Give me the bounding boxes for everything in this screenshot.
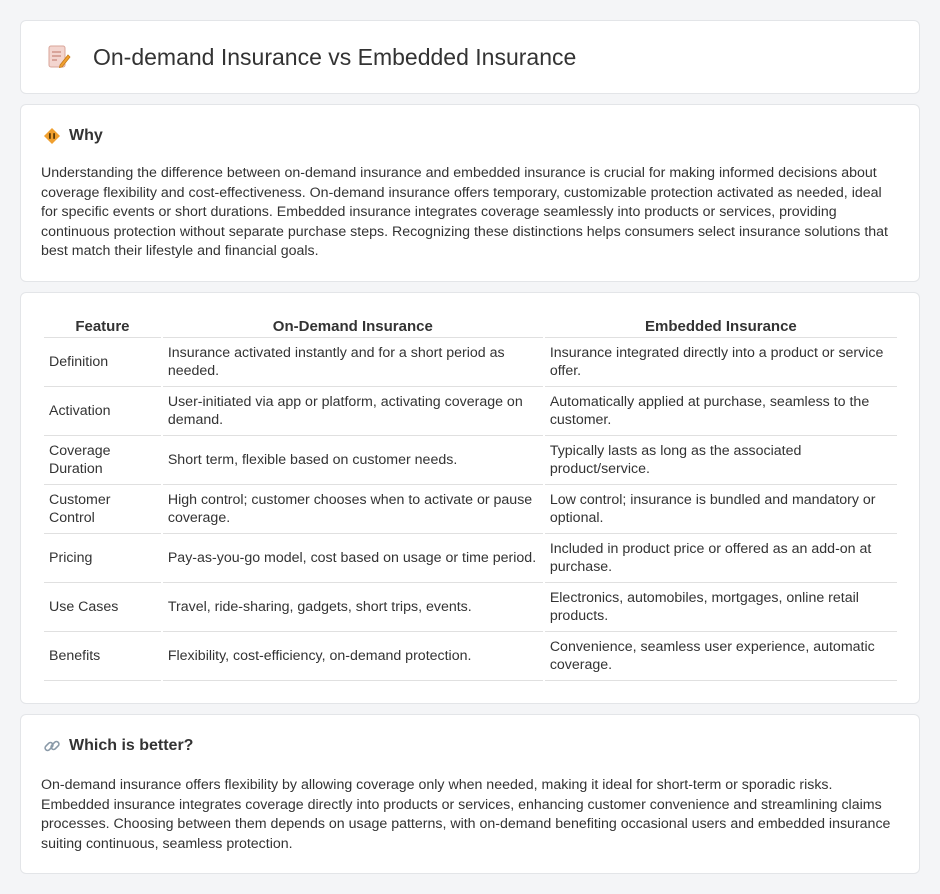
document-pencil-icon	[47, 44, 71, 70]
feature-cell: Definition	[44, 338, 161, 387]
table-row	[44, 632, 897, 681]
better-text: On-demand insurance offers flexibility by allowing coverage only when needed, making it ideal for short-term or sporadic risks. Embedded insurance integrates coverage directly into products or services, enhancing customer convenience and streamlining claims processes. Choosing between them depends on usage patterns, with on-demand benefiting occasional users and embedded insurance suiting continuous, seamless protection.	[41, 777, 891, 852]
header-card	[20, 20, 920, 94]
why-heading	[43, 127, 103, 145]
embedded-cell: Automatically applied at purchase, seamless to the customer.	[545, 387, 897, 436]
table-row	[44, 583, 897, 632]
better-title: Which is better?	[69, 737, 194, 754]
table-row	[44, 436, 897, 485]
on-demand-cell: Travel, ride-sharing, gadgets, short trips, events.	[163, 583, 543, 632]
table-row	[44, 387, 897, 436]
on-demand-cell: High control; customer chooses when to activate or pause coverage.	[163, 485, 543, 534]
on-demand-cell: Short term, flexible based on customer needs.	[163, 436, 543, 485]
embedded-cell: Included in product price or offered as an add-on at purchase.	[545, 534, 897, 583]
feature-cell: Activation	[44, 387, 161, 436]
column-header-feature: Feature	[44, 313, 161, 338]
table-row	[44, 338, 897, 387]
embedded-cell: Electronics, automobiles, mortgages, online retail products.	[545, 583, 897, 632]
better-heading	[43, 737, 193, 755]
which-is-better-section	[20, 714, 920, 874]
column-header-embedded: Embedded Insurance	[545, 313, 897, 338]
feature-cell: Use Cases	[44, 583, 161, 632]
why-section	[20, 104, 920, 282]
feature-cell: Pricing	[44, 534, 161, 583]
embedded-cell: Convenience, seamless user experience, automatic coverage.	[545, 632, 897, 681]
table-row	[44, 534, 897, 583]
on-demand-cell: Pay-as-you-go model, cost based on usage or time period.	[163, 534, 543, 583]
page-title: On-demand Insurance vs Embedded Insurance	[93, 43, 577, 70]
on-demand-cell: Insurance activated instantly and for a short period as needed.	[163, 338, 543, 387]
embedded-cell: Insurance integrated directly into a product or service offer.	[545, 338, 897, 387]
on-demand-cell: Flexibility, cost-efficiency, on-demand protection.	[163, 632, 543, 681]
link-icon	[43, 737, 61, 755]
feature-cell: Customer Control	[44, 485, 161, 534]
feature-cell: Coverage Duration	[44, 436, 161, 485]
feature-cell: Benefits	[44, 632, 161, 681]
comparison-section	[20, 292, 920, 704]
embedded-cell: Typically lasts as long as the associated product/service.	[545, 436, 897, 485]
why-title: Why	[69, 127, 103, 144]
column-header-on-demand: On-Demand Insurance	[163, 313, 543, 338]
embedded-cell: Low control; insurance is bundled and mandatory or optional.	[545, 485, 897, 534]
comparison-table	[42, 313, 899, 681]
diamond-warning-icon	[43, 127, 61, 145]
on-demand-cell: User-initiated via app or platform, activating coverage on demand.	[163, 387, 543, 436]
why-text: Understanding the difference between on-demand insurance and embedded insurance is crucial for making informed decisions about coverage flexibility and cost-effectiveness. On-demand insurance offers temporary, customizable protection activated as needed, ideal for specific events or short durations. Embedded insurance integrates coverage seamlessly into products or services, providing continuous protection without separate purchase steps. Recognizing these distinctions helps consumers select insurance solutions that best match their lifestyle and financial goals.	[41, 165, 889, 260]
table-row	[44, 485, 897, 534]
table-header-row	[44, 313, 897, 338]
